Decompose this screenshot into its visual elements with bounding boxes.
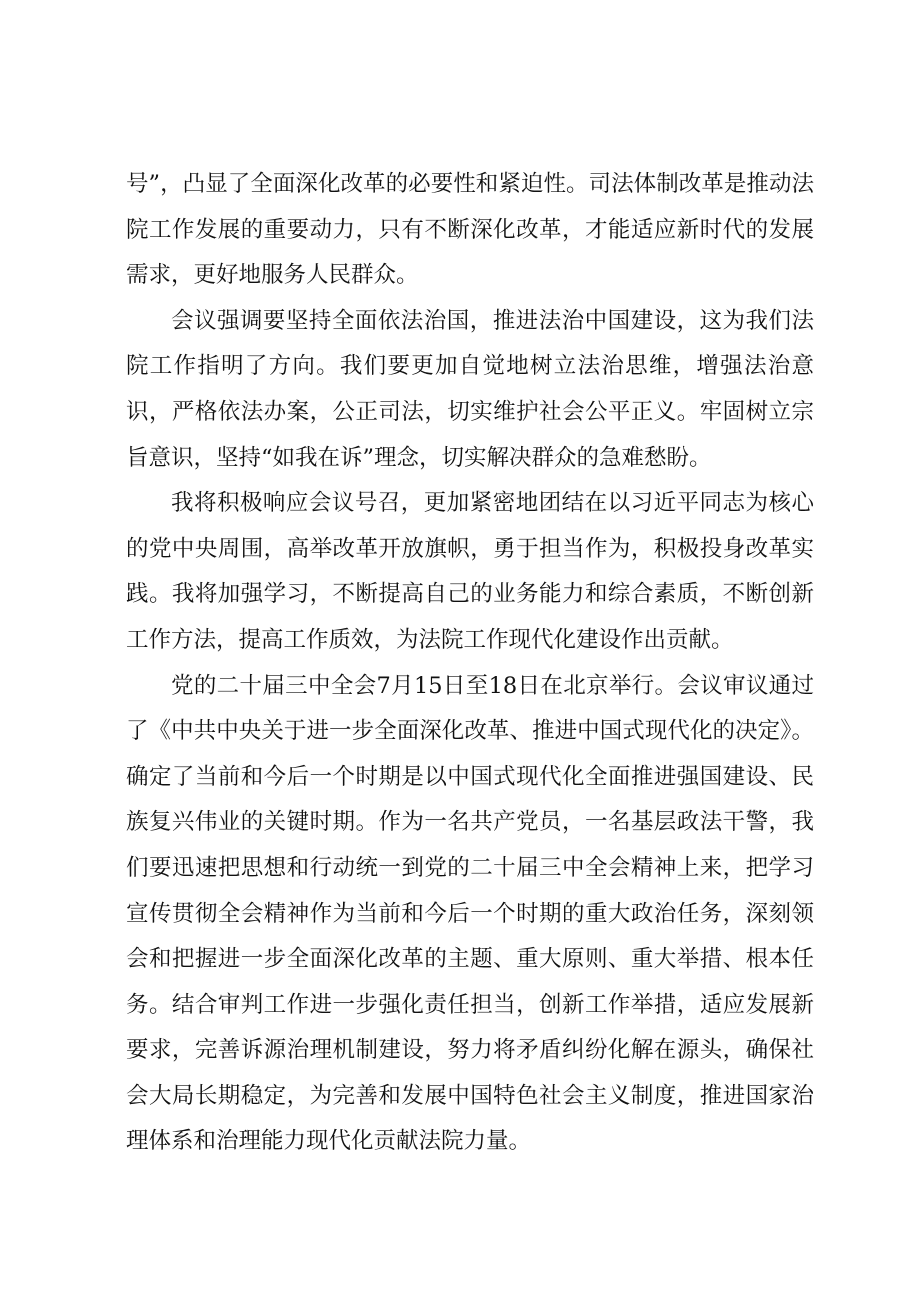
paragraph-rule-of-law: 会议强调要坚持全面依法治国，推进法治中国建设，这为我们法院工作指明了方向。我们要更加自觉地树立法治思维，增强法治意识，严格依法办案，公正司法，切实维护社会公平正义。牢固树立宗旨意识，坚持“如我在诉”理念，切实解决群众的急难愁盼。 [126,307,814,471]
paragraph-continued: 号”，凸显了全面深化改革的必要性和紧迫性。司法体制改革是推动法院工作发展的重要动力，只有不断深化改革，才能适应新时代的发展需求，更好地服务人民群众。 [126,171,814,289]
paragraph-commitment: 我将积极响应会议号召，更加紧密地团结在以习近平同志为核心的党中央周围，高举改革开放旗帜，勇于担当作为，积极投身改革实践。我将加强学习，不断提高自己的业务能力和综合素质，不断创新工作方法，提高工作质效，为法院工作现代化建设作出贡献。 [126,490,814,653]
paragraph-plenary-session: 党的二十届三中全会7月15日至18日在北京举行。会议审议通过了《中共中央关于进一步全面深化改革、推进中国式现代化的决定》。确定了当前和今后一个时期是以中国式现代化全面推进强国建设、民族复兴伟业的关键时期。作为一名共产党员，一名基层政法干警，我们要迅速把思想和行动统一到党的二十届三中全会精神上来，把学习宣传贯彻全会精神作为当前和今后一个时期的重大政治任务，深刻领会和把握进一步全面深化改革的主题、重大原则、重大举措、根本任务。结合审判工作进一步强化责任担当，创新工作举措，适应发展新要求，完善诉源治理机制建设，努力将矛盾纠纷化解在源头，确保社会大局长期稳定，为完善和发展中国特色社会主义制度，推进国家治理体系和治理能力现代化贡献法院力量。 [126,672,814,1155]
document-body [126,162,814,1165]
